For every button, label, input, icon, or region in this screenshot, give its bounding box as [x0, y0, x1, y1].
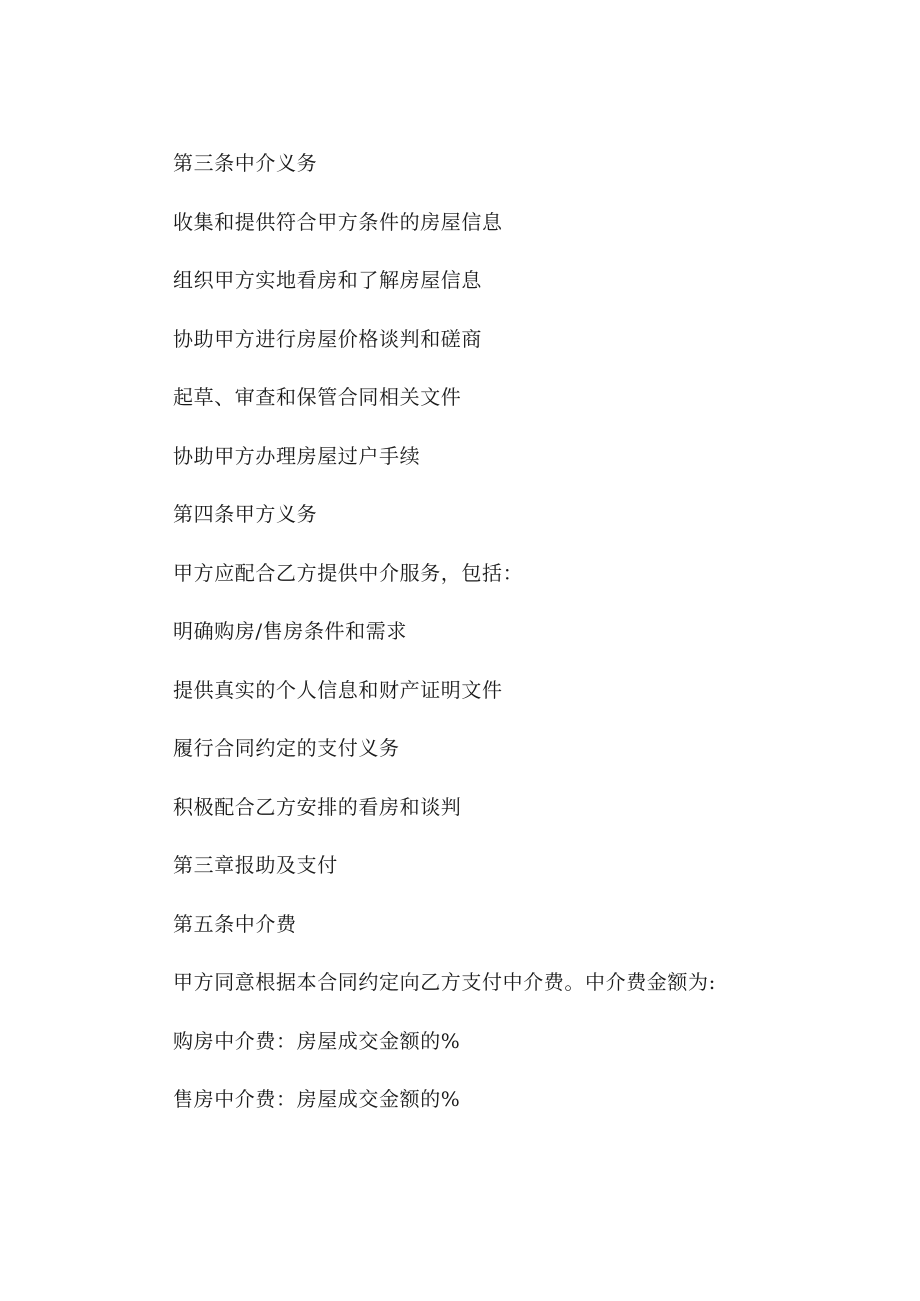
article-heading: 第四条甲方义务	[173, 502, 318, 526]
document-body	[173, 148, 716, 1143]
paragraph-line: 履行合同约定的支付义务	[173, 736, 400, 760]
paragraph-line: 协助甲方进行房屋价格谈判和磋商	[173, 326, 482, 351]
article-heading: 第三条中介义务	[173, 151, 318, 175]
paragraph-line: 提供真实的个人信息和财产证明文件	[173, 677, 503, 702]
paragraph-line: 明确购房/售房条件和需求	[173, 619, 407, 643]
paragraph-line: 售房中介费：房屋成交金额的%	[173, 1087, 461, 1111]
paragraph-line: 购房中介费：房屋成交金额的%	[173, 1028, 461, 1053]
paragraph-line: 甲方应配合乙方提供中介服务，包括：	[173, 560, 524, 585]
paragraph-line: 积极配合乙方安排的看房和谈判	[173, 794, 462, 819]
article-heading: 第五条中介费	[173, 911, 297, 936]
paragraph-line: 甲方同意根据本合同约定向乙方支付中介费。中介费金额为:	[173, 970, 716, 994]
paragraph-line: 协助甲方办理房屋过户手续	[173, 443, 421, 468]
paragraph-line: 组织甲方实地看房和了解房屋信息	[173, 268, 482, 292]
chapter-heading: 第三章报助及支付	[173, 853, 338, 877]
paragraph-line: 起草、审查和保管合同相关文件	[173, 385, 462, 409]
paragraph-line: 收集和提供符合甲方条件的房屋信息	[173, 209, 503, 234]
